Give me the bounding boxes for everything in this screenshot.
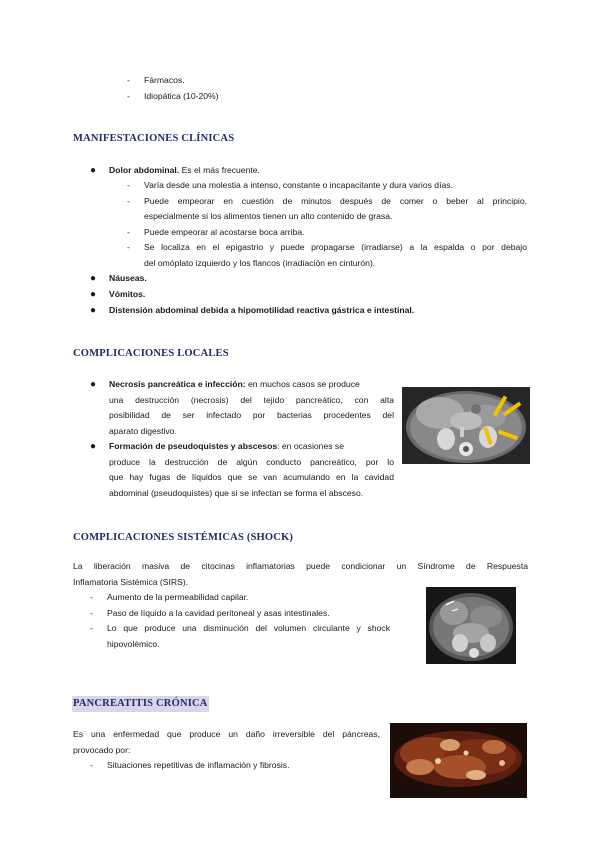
section-heading-locales: COMPLICACIONES LOCALES [73,348,229,359]
ct-scan-shock-graphic [426,587,516,664]
necrosis-line: una destrucción (necrosis) del tejido pancreático, con alta [109,395,394,405]
section-heading-cronica: PANCREATITIS CRÓNICA [72,696,209,712]
section-heading-manifestaciones: MANIFESTACIONES CLÍNICAS [73,133,235,144]
pathology-specimen-image [390,723,527,798]
ct-scan-image [402,387,530,464]
necrosis-line: aparato digestivo. [109,426,177,436]
section-heading-sistemicas: COMPLICACIONES SISTÉMICAS (SHOCK) [73,532,294,543]
cronica-intro-line: provocado por: [73,745,131,755]
pseudo-line: que hay fugas de líquidos que se van acumulando en la cavidad [109,472,394,482]
sistemicas-intro-line: La liberación masiva de citocinas inflamatorias puede condicionar un Síndrome de Respuesta [73,561,528,571]
cronica-intro-line: Es una enfermedad que produce un daño irreversible del páncreas, [73,729,380,739]
dolor-sub-continuation: del omóplato izquierdo y los flancos (irradiación en cinturón). [144,258,376,268]
sistemicas-intro-line: Inflamatoria Sistémica (SIRS). [73,577,189,587]
pseudo-line: produce la destrucción de algún conducto pancreático, por lo [109,457,394,467]
ct-scan-image-shock [426,587,516,664]
dolor-label: Dolor abdominal. [109,165,180,175]
sistemicas-continuation: hipovolémico. [107,639,160,649]
necrosis-line: posibilidad de ser infectado por bacterias procedentes del [109,410,394,420]
ct-scan-graphic [402,387,530,464]
dolor-sub-continuation: especialmente si los alimentos tienen un alto contenido de grasa. [144,211,393,221]
pseudo-line: abdominal (pseudoquistes) que si se infectan se forma el absceso. [109,488,364,498]
pathology-graphic [390,723,527,798]
